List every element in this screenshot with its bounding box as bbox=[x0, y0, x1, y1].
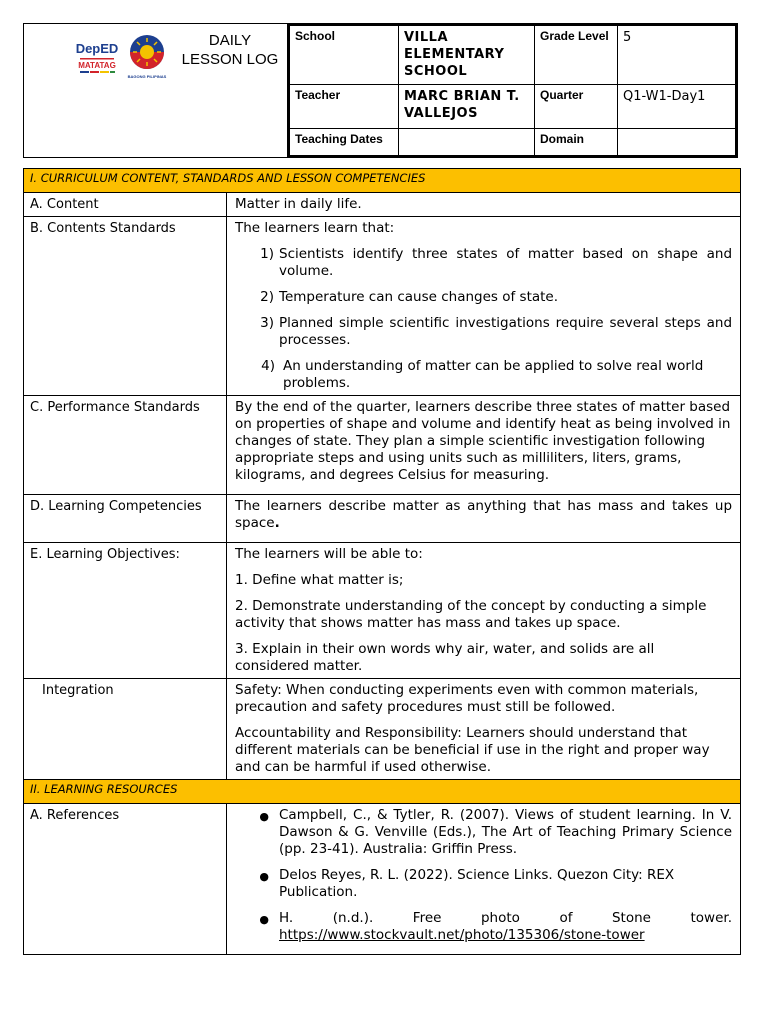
list-item-number: 4) bbox=[261, 358, 275, 374]
row-integration bbox=[24, 679, 741, 780]
school-value: VILLA ELEMENTARY SCHOOL bbox=[399, 25, 535, 85]
integration-accountability: Accountability and Responsibility: Learners should understand that different materials can be beneficial if use in the right and proper way and can be harmful if used otherwise. bbox=[235, 725, 710, 775]
title-line-2: LESSON LOG bbox=[181, 51, 279, 68]
content-label: A. Content bbox=[24, 193, 227, 217]
learning-objectives-cell bbox=[227, 543, 741, 679]
learning-objectives-intro: The learners will be able to: bbox=[235, 546, 423, 562]
integration-label: Integration bbox=[24, 679, 227, 780]
matatag-logo-text: MATATAG bbox=[78, 61, 116, 70]
performance-standards-label: C. Performance Standards bbox=[24, 396, 227, 495]
performance-standards-value: By the end of the quarter, learners describe three states of matter based on properties of shape and volume and identify heat as being involved in changes of state. They plan a simple scientific investigation following appropriate steps and using units such as milliliters, liters, grams, kilograms, and degrees Celsius for measuring. bbox=[227, 396, 741, 495]
logo-box bbox=[23, 23, 287, 158]
list-item bbox=[235, 807, 732, 858]
grade-level-label: Grade Level bbox=[535, 25, 618, 85]
section-header-curriculum bbox=[24, 169, 741, 193]
grade-level-value: 5 bbox=[618, 25, 737, 85]
bagong-pilipinas-logo bbox=[127, 32, 167, 82]
row-learning-competencies bbox=[24, 495, 741, 543]
lesson-info-grid bbox=[287, 23, 738, 158]
row-content bbox=[24, 193, 741, 217]
list-item bbox=[235, 315, 732, 349]
bagong-logo-text: BAGONG PILIPINAS bbox=[127, 74, 167, 79]
list-item-text: Scientists identify three states of matter based on shape and volume. bbox=[279, 246, 733, 279]
list-item bbox=[235, 867, 732, 901]
list-item-number: 3) bbox=[260, 315, 274, 331]
list-item-text: An understanding of matter can be applied to solve real world problems. bbox=[283, 358, 704, 391]
teacher-value: MARC BRIAN T. VALLEJOS bbox=[399, 85, 535, 129]
list-item-text: Planned simple scientific investigations require several steps and processes. bbox=[279, 315, 733, 348]
row-learning-objectives bbox=[24, 543, 741, 679]
learning-competencies-cell bbox=[227, 495, 741, 543]
row-references bbox=[24, 804, 741, 955]
bullet-icon: ● bbox=[259, 810, 269, 823]
list-item bbox=[235, 358, 732, 392]
list-item: 3. Explain in their own words why air, water, and solids are all considered matter. bbox=[235, 641, 655, 674]
learning-competencies-value: The learners describe matter as anything that has mass and takes up space bbox=[235, 498, 733, 531]
reference-3-text: H. (n.d.). Free photo of Stone tower. bbox=[279, 910, 733, 926]
title-line-1: DAILY bbox=[208, 32, 252, 49]
learning-competencies-period: . bbox=[274, 515, 280, 531]
bullet-icon: ● bbox=[259, 870, 269, 883]
section-title-curriculum: I. CURRICULUM CONTENT, STANDARDS AND LESSON COMPETENCIES bbox=[24, 169, 741, 193]
reference-text: Campbell, C., & Tytler, R. (2007). Views of student learning. In V. Dawson & G. Venville (Eds.), The Art of Teaching Primary Science (pp. 23-41). Australia: Griffin Press. bbox=[279, 807, 733, 857]
reference-text bbox=[279, 910, 732, 944]
quarter-value: Q1-W1-Day1 bbox=[618, 85, 737, 129]
bullet-icon: ● bbox=[259, 913, 269, 926]
list-item-number: 2) bbox=[260, 289, 274, 305]
list-item bbox=[235, 289, 732, 306]
list-item bbox=[235, 910, 732, 944]
row-content-standards bbox=[24, 217, 741, 396]
list-item-text: Temperature can cause changes of state. bbox=[279, 289, 559, 305]
learning-competencies-label: D. Learning Competencies bbox=[24, 495, 227, 543]
references-label: A. References bbox=[24, 804, 227, 955]
lesson-content-table bbox=[23, 168, 741, 955]
stockvault-link[interactable]: https://www.stockvault.net/photo/135306/stone-tower bbox=[279, 927, 645, 943]
teaching-dates-label: Teaching Dates bbox=[289, 129, 399, 157]
quarter-label: Quarter bbox=[535, 85, 618, 129]
row-performance-standards bbox=[24, 396, 741, 495]
list-item: 1. Define what matter is; bbox=[235, 572, 404, 588]
list-item: 2. Demonstrate understanding of the concept by conducting a simple activity that shows matter has mass and takes up space. bbox=[235, 598, 707, 631]
references-list bbox=[235, 807, 732, 944]
deped-matatag-logo bbox=[74, 38, 120, 78]
list-item-number: 1) bbox=[260, 246, 274, 262]
teacher-label: Teacher bbox=[289, 85, 399, 129]
learning-objectives-label: E. Learning Objectives: bbox=[24, 543, 227, 679]
lesson-log-header bbox=[23, 23, 738, 158]
section-header-resources bbox=[24, 780, 741, 804]
domain-value bbox=[618, 129, 737, 157]
reference-text: Delos Reyes, R. L. (2022). Science Links. Quezon City: REX Publication. bbox=[279, 867, 675, 900]
list-item bbox=[235, 246, 732, 280]
teaching-dates-value bbox=[399, 129, 535, 157]
content-standards-list bbox=[235, 246, 732, 392]
content-value: Matter in daily life. bbox=[227, 193, 741, 217]
references-cell bbox=[227, 804, 741, 955]
domain-label: Domain bbox=[535, 129, 618, 157]
deped-logo-text: DepED bbox=[75, 41, 119, 56]
content-standards-intro: The learners learn that: bbox=[235, 220, 395, 236]
integration-cell bbox=[227, 679, 741, 780]
daily-lesson-log-title bbox=[180, 31, 280, 69]
content-standards-cell bbox=[227, 217, 741, 396]
integration-safety: Safety: When conducting experiments even with common materials, precaution and safety procedures must still be followed. bbox=[235, 682, 699, 715]
content-standards-label: B. Contents Standards bbox=[24, 217, 227, 396]
school-label: School bbox=[289, 25, 399, 85]
section-title-resources: II. LEARNING RESOURCES bbox=[24, 780, 741, 804]
